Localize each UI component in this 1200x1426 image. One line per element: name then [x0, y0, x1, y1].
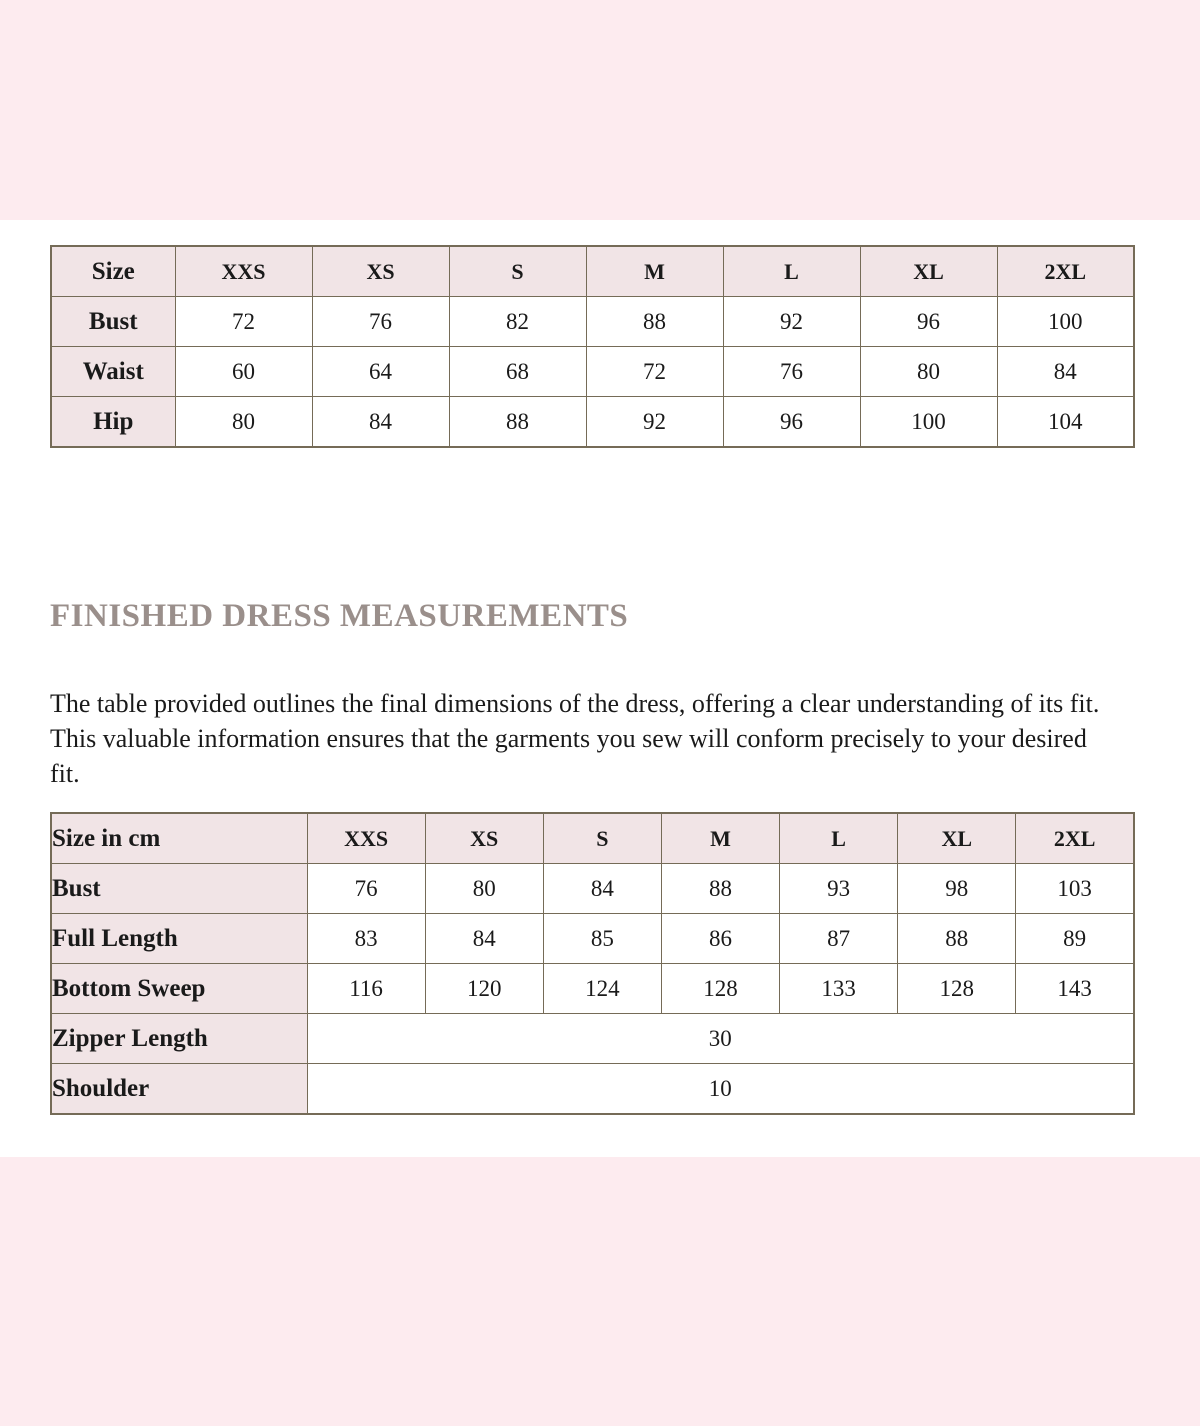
row-label: Bottom Sweep [51, 964, 307, 1014]
table-cell: 93 [780, 864, 898, 914]
row-label: Bust [51, 864, 307, 914]
table-cell: 88 [449, 397, 586, 448]
size-header: 2XL [997, 246, 1134, 297]
table-row [51, 347, 1134, 397]
table-cell: 84 [425, 914, 543, 964]
intro-paragraph: The table provided outlines the final dimensions of the dress, offering a clear understanding of its fit. This valuable information ensures that the garments you sew will conform precisely to your desired fit. [50, 689, 1100, 788]
table-cell: 128 [661, 964, 779, 1014]
table-header-row [51, 813, 1134, 864]
corner-label: Size [51, 246, 175, 297]
size-header: L [723, 246, 860, 297]
table-cell: 143 [1016, 964, 1134, 1014]
table-row-merged [51, 1064, 1134, 1115]
table-cell: 116 [307, 964, 425, 1014]
table-cell: 60 [175, 347, 312, 397]
merged-cell: 30 [307, 1014, 1134, 1064]
table-cell: 84 [312, 397, 449, 448]
table-cell: 72 [175, 297, 312, 347]
table-cell: 96 [860, 297, 997, 347]
table-row-merged [51, 1014, 1134, 1064]
table-cell: 72 [586, 347, 723, 397]
table-header-row [51, 246, 1134, 297]
table-cell: 103 [1016, 864, 1134, 914]
table-row [51, 397, 1134, 448]
table-cell: 88 [898, 914, 1016, 964]
row-label: Waist [51, 347, 175, 397]
size-header: M [661, 813, 779, 864]
table-row [51, 297, 1134, 347]
table-cell: 82 [449, 297, 586, 347]
size-header: XS [425, 813, 543, 864]
finished-measurements-table [50, 812, 1135, 1115]
table-cell: 88 [661, 864, 779, 914]
table-cell: 83 [307, 914, 425, 964]
size-header: L [780, 813, 898, 864]
table-cell: 80 [425, 864, 543, 914]
table-cell: 84 [997, 347, 1134, 397]
table-cell: 100 [860, 397, 997, 448]
table-cell: 128 [898, 964, 1016, 1014]
table-cell: 88 [586, 297, 723, 347]
table-cell: 80 [175, 397, 312, 448]
table-cell: 92 [723, 297, 860, 347]
merged-cell: 10 [307, 1064, 1134, 1115]
table-cell: 76 [312, 297, 449, 347]
size-header: S [449, 246, 586, 297]
row-label: Shoulder [51, 1064, 307, 1115]
table-cell: 85 [543, 914, 661, 964]
table-row [51, 964, 1134, 1014]
size-header: XS [312, 246, 449, 297]
table-cell: 92 [586, 397, 723, 448]
table-cell: 96 [723, 397, 860, 448]
bottom-pink-band [0, 1157, 1200, 1426]
row-label: Zipper Length [51, 1014, 307, 1064]
table-cell: 68 [449, 347, 586, 397]
table-cell: 133 [780, 964, 898, 1014]
table-cell: 86 [661, 914, 779, 964]
row-label: Hip [51, 397, 175, 448]
table-cell: 76 [723, 347, 860, 397]
body-measurements-table [50, 245, 1135, 448]
table-cell: 89 [1016, 914, 1134, 964]
table-cell: 87 [780, 914, 898, 964]
size-header: 2XL [1016, 813, 1134, 864]
table-row [51, 914, 1134, 964]
table-row [51, 864, 1134, 914]
size-header: XXS [307, 813, 425, 864]
table-cell: 124 [543, 964, 661, 1014]
table-cell: 98 [898, 864, 1016, 914]
table-cell: 100 [997, 297, 1134, 347]
table-cell: 104 [997, 397, 1134, 448]
table-cell: 76 [307, 864, 425, 914]
table-cell: 120 [425, 964, 543, 1014]
section-heading: FINISHED DRESS MEASUREMENTS [50, 598, 629, 634]
size-header: M [586, 246, 723, 297]
table-cell: 84 [543, 864, 661, 914]
corner-label: Size in cm [51, 813, 307, 864]
size-header: XL [898, 813, 1016, 864]
table-cell: 80 [860, 347, 997, 397]
size-header: XXS [175, 246, 312, 297]
top-pink-band [0, 0, 1200, 220]
size-header: S [543, 813, 661, 864]
row-label: Bust [51, 297, 175, 347]
row-label: Full Length [51, 914, 307, 964]
table-cell: 64 [312, 347, 449, 397]
size-header: XL [860, 246, 997, 297]
